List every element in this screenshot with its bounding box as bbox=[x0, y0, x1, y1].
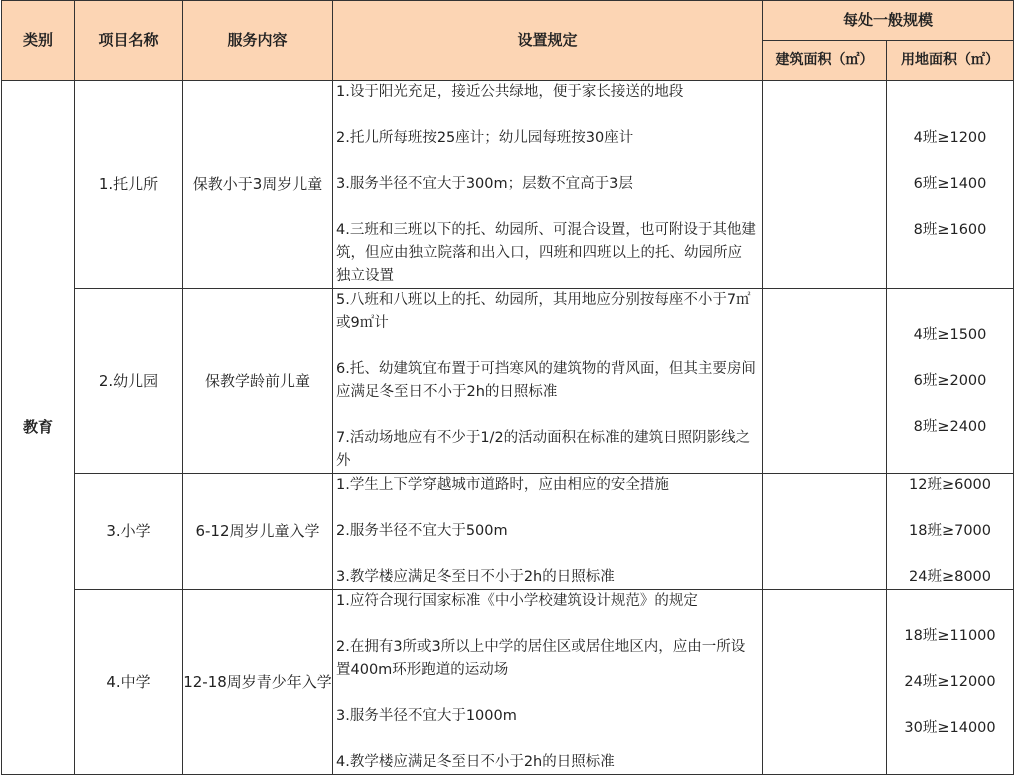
project-name: 4.中学 bbox=[75, 590, 183, 775]
table-row bbox=[2, 590, 1014, 775]
rule-item: 4.教学楼应满足冬至日不小于2h的日照标准 bbox=[336, 754, 615, 770]
rule-item: 1.应符合现行国家标准《中小学校建筑设计规范》的规定 bbox=[336, 593, 698, 609]
land-area-cell bbox=[887, 289, 1014, 474]
header-service: 服务内容 bbox=[183, 1, 333, 81]
table-row bbox=[2, 81, 1014, 289]
rule-item: 4.三班和三班以下的托、幼园所、可混合设置，也可附设于其他建筑，但应由独立院落和出入口，四班和四班以上的托、幼园所应独立设置 bbox=[336, 222, 756, 284]
header-land-area: 用地面积（㎡） bbox=[887, 41, 1014, 81]
rule-item: 1.设于阳光充足，接近公共绿地，便于家长接送的地段 bbox=[336, 84, 684, 100]
project-name: 3.小学 bbox=[75, 474, 183, 590]
project-name: 1.托儿所 bbox=[75, 81, 183, 289]
land-area-value: 4班≥1200 bbox=[913, 130, 987, 146]
header-building-area: 建筑面积（㎡） bbox=[763, 41, 887, 81]
service-content: 12-18周岁青少年入学 bbox=[183, 590, 333, 775]
building-area-cell bbox=[763, 81, 887, 289]
land-area-value: 18班≥7000 bbox=[909, 523, 992, 539]
rules-cell bbox=[333, 474, 763, 590]
rule-item: 3.服务半径不宜大于1000m bbox=[336, 708, 517, 724]
building-area-cell bbox=[763, 289, 887, 474]
facility-standards-table bbox=[1, 0, 1014, 775]
header-rules: 设置规定 bbox=[333, 1, 763, 81]
rule-item: 6.托、幼建筑宜布置于可挡寒风的建筑物的背风面，但其主要房间应满足冬至日不小于2h的日照标准 bbox=[336, 361, 756, 400]
land-area-value: 24班≥8000 bbox=[909, 569, 992, 585]
category-cell: 教育 bbox=[2, 81, 75, 775]
land-area-value: 12班≥6000 bbox=[909, 477, 992, 493]
building-area-cell bbox=[763, 590, 887, 775]
rule-item: 2.服务半径不宜大于500m bbox=[336, 523, 508, 539]
rule-item: 2.在拥有3所或3所以上中学的居住区或居住地区内，应由一所设置400m环形跑道的运动场 bbox=[336, 639, 746, 678]
rules-cell bbox=[333, 289, 763, 474]
land-area-cell bbox=[887, 474, 1014, 590]
header-project-name: 项目名称 bbox=[75, 1, 183, 81]
rules-cell bbox=[333, 590, 763, 775]
header-category: 类别 bbox=[2, 1, 75, 81]
rule-item: 2.托儿所每班按25座计；幼儿园每班按30座计 bbox=[336, 130, 634, 146]
land-area-value: 6班≥1400 bbox=[913, 176, 987, 192]
table-row bbox=[2, 289, 1014, 474]
project-name: 2.幼儿园 bbox=[75, 289, 183, 474]
rules-cell bbox=[333, 81, 763, 289]
land-area-value: 6班≥2000 bbox=[913, 372, 987, 389]
rule-item: 5.八班和八班以上的托、幼园所，其用地应分别按每座不小于7㎡或9㎡计 bbox=[336, 292, 751, 331]
service-content: 保教小于3周岁儿童 bbox=[183, 81, 333, 289]
land-area-value: 4班≥1500 bbox=[913, 326, 987, 343]
land-area-value: 8班≥1600 bbox=[913, 222, 987, 238]
land-area-value: 30班≥14000 bbox=[904, 719, 996, 736]
land-area-value: 24班≥12000 bbox=[904, 673, 996, 690]
header-scale: 每处一般规模 bbox=[763, 1, 1014, 41]
land-area-value: 18班≥11000 bbox=[904, 627, 996, 644]
rule-item: 3.服务半径不宜大于300m；层数不宜高于3层 bbox=[336, 176, 633, 192]
rule-item: 1.学生上下学穿越城市道路时，应由相应的安全措施 bbox=[336, 477, 669, 493]
land-area-cell bbox=[887, 81, 1014, 289]
service-content: 保教学龄前儿童 bbox=[183, 289, 333, 474]
rule-item: 7.活动场地应有不少于1/2的活动面积在标准的建筑日照阴影线之外 bbox=[336, 430, 751, 469]
service-content: 6-12周岁儿童入学 bbox=[183, 474, 333, 590]
land-area-value: 8班≥2400 bbox=[913, 418, 987, 435]
building-area-cell bbox=[763, 474, 887, 590]
land-area-cell bbox=[887, 590, 1014, 775]
rule-item: 3.教学楼应满足冬至日不小于2h的日照标准 bbox=[336, 569, 615, 585]
table-row bbox=[2, 474, 1014, 590]
